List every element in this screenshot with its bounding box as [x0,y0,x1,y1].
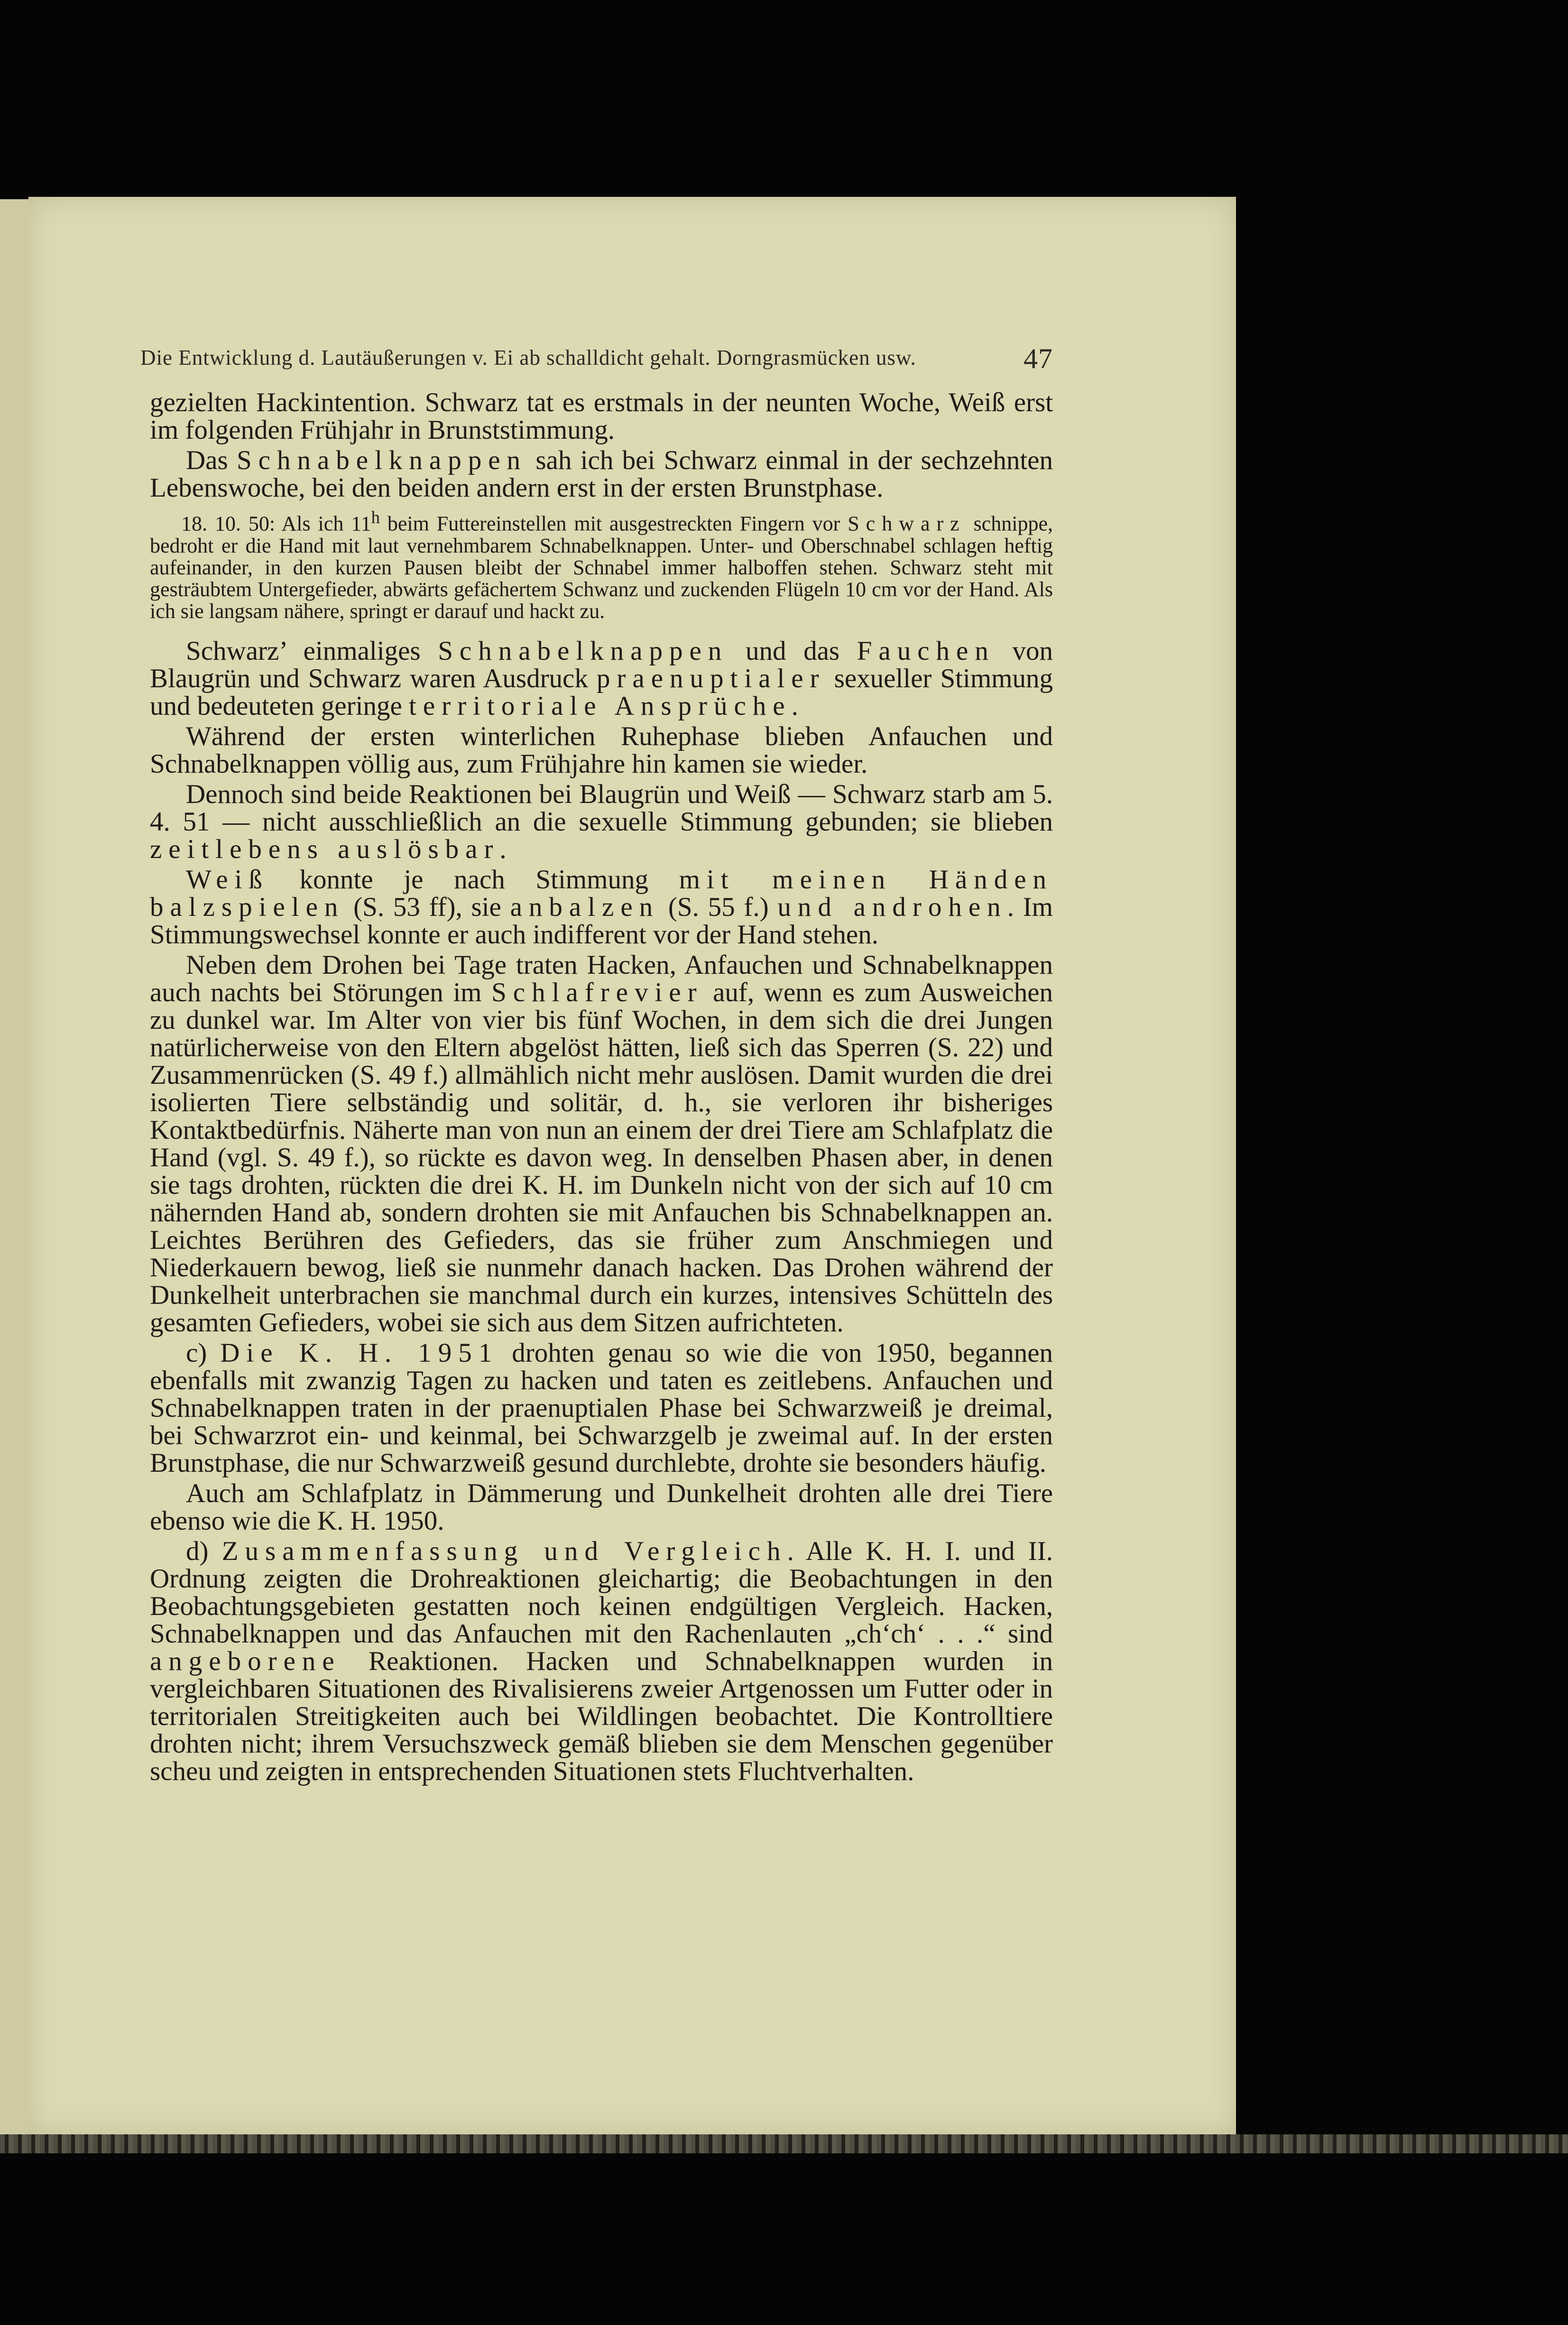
body-paragraph [150,866,1053,949]
spaced-emphasis-text: Die K. H. 1951 [220,1338,499,1368]
body-paragraph [150,781,1053,863]
spaced-emphasis-text: Schlafrevier [491,977,703,1007]
spaced-emphasis-text: Fauchen [857,636,995,666]
text-run: Während der ersten winterlichen Ruhephase blieben Anfauchen und Schnabelknappen völlig aus, zum Frühjahre hin kamen sie wieder. [150,721,1053,779]
text-run: gezielten Hackintention. Schwarz tat es erstmals in der neunten Woche, Weiß erst im folgenden Frühjahr in Brunststimmung. [150,388,1053,445]
spaced-emphasis-text: mit meinen Händen balzspielen [150,864,1053,922]
text-run: 18. 10. 50: Als ich 11 [181,512,371,535]
body-paragraph [150,1538,1053,1785]
spaced-emphasis-text: praenuptialer [596,663,826,693]
page-body [150,389,1053,1788]
spaced-emphasis-text: anbalzen [510,892,660,922]
text-run: drohten genau so wie die von 1950, begannen ebenfalls mit zwanzig Tagen zu hacken und taten es zeitlebens. Anfauchen und Schnabelknappen traten in der praenuptialen Phase bei Schwarzweiß je dreimal, bei Schwarzrot ein- und keinmal, bei Schwarzgelb je zweimal auf. In der ersten Brunstphase, die nur Schwarzweiß gesund durchlebte, drohte sie besonders häufig. [150,1338,1053,1478]
body-paragraph [150,389,1053,444]
text-run: konnte je nach Stimmung [268,864,679,895]
spaced-emphasis-text: Schnabelknappen [236,445,527,475]
spaced-emphasis-text: angeborene [150,1646,341,1676]
paragraph-group-top [150,389,1053,502]
page-number: 47 [1024,343,1053,374]
body-paragraph [150,637,1053,720]
running-title: Die Entwicklung d. Lautäußerungen v. Ei ab schalldicht gehalt. Dorngrasmücken usw. [140,346,916,369]
text-run: . Im Stimmungswechsel konnte er auch indifferent vor der Hand stehen. [150,892,1053,950]
spaced-emphasis-text: zeitlebens auslösbar [150,834,500,864]
left-page-edge [0,199,31,2134]
text-run: Das [186,445,237,475]
text-run: . Alle K. H. I. und II. Ordnung zeigten die Drohreaktionen gleichartig; die Beobachtungen in den Beobachtungsgebieten gestatten noch keinen endgültigen Vergleich. Hacken, Schnabelknappen und das Anfauchen mit den Rachenlauten „ch‘ch‘ . . .“ sind [150,1536,1053,1649]
text-run: auf, wenn es zum Ausweichen zu dunkel war. Im Alter von vier bis fünf Wochen, in dem sich die drei Jungen natürlicherweise von den Eltern abgelöst hätten, ließ sich das Sperren (S. 22) und Zusammenrücken (S. 49 f.) allmählich nicht mehr auslösen. Damit wurden die drei isolierten Tiere selbständig und solitär, d. h., sie verloren ihr bisheriges Kontaktbedürfnis. Näherte man von nun an einem der drei Tiere am Schlafplatz die Hand (vgl. S. 49 f.), so rückte es davon weg. In denselben Phasen aber, in denen sie tags drohten, rückten die drei K. H. im Dunkeln nicht von der sich auf 10 cm nähernden Hand ab, sondern drohten sie mit Anfauchen bis Schnabelknappen an. Leichtes Berühren des Gefieders, das sie früher zum Anschmiegen und Niederkauern bewog, ließ sie nunmehr danach hacken. Das Drohen während der Dunkelheit unterbrachen sie manchmal durch ein kurzes, intensives Schütteln des gesamten Gefieders, wobei sie sich aus dem Sitzen aufrichteten. [150,977,1053,1338]
footnote-observation [150,507,1053,622]
text-run: Reaktionen. Hacken und Schnabelknappen wurden in vergleichbaren Situationen des Rivalisierens zweier Artgenossen um Futter oder in territorialen Streitigkeiten auch bei Wildlingen beobachtet. Die Kontrolltiere drohten nicht; ihrem Versuchszweck gemäß blieben sie dem Menschen gegenüber scheu und zeigten in entsprechenden Situationen stets Fluchtverhalten. [150,1646,1053,1786]
body-paragraph [150,723,1053,778]
body-paragraph [150,447,1053,502]
text-run: sah ich bei Schwarz einmal in der sechzehnten Lebenswoche, bei den beiden andern erst in der ersten Brunstphase. [150,445,1053,503]
running-header [140,345,1053,385]
spaced-emphasis-text: territoriale Ansprüche [409,691,792,721]
spaced-emphasis-text: Schwarz [848,512,966,535]
body-paragraph [150,951,1053,1337]
text-run: schnippe, bedroht er die Hand mit laut vernehmbarem Schnabelknappen. Unter- und Oberschnabel schlagen heftig aufeinander, in den kurzen Pausen bleibt der Schnabel immer halboffen stehen. Schwarz steht mit gesträubtem Untergefieder, abwärts gefächertem Schwanz und zuckenden Flügeln 10 cm vor der Hand. Als ich sie langsam nähere, springt er darauf und hackt zu. [150,512,1053,623]
spaced-emphasis-text: Zusammenfassung und Vergleich [221,1536,787,1566]
text-run: Schwarz’ einmaliges [186,636,438,666]
body-paragraph [150,1339,1053,1477]
text-run: beim Futtereinstellen mit ausgestreckten Fingern vor [379,512,848,535]
spaced-emphasis-text: und androhen [777,892,1007,922]
spaced-emphasis-text: Weiß [186,864,269,895]
superscript-text: h [371,507,380,527]
text-run: sexueller Stimmung und bedeuteten geringe [150,663,1053,721]
text-run: d) [186,1536,222,1566]
body-paragraph [150,1480,1053,1535]
text-run: . [791,691,798,721]
text-run: Dennoch sind beide Reaktionen bei Blaugrün und Weiß — Schwarz starb am 5. 4. 51 — nicht ausschließlich an die sexuelle Stimmung gebunden; sie blieben [150,779,1053,837]
text-run: von Blaugrün und Schwarz waren Ausdruck [150,636,1053,693]
spaced-emphasis-text: Schnabelknappen [438,636,729,666]
text-run: . [499,834,507,864]
text-run: c) [186,1338,221,1368]
text-run: (S. 53 ff), sie [344,892,510,922]
text-run: Auch am Schlafplatz in Dämmerung und Dunkelheit drohten alle drei Tiere ebenso wie die K. H. 1950. [150,1478,1053,1536]
text-run: und das [728,636,857,666]
scan-bottom-edge [0,2134,1568,2153]
text-run: (S. 55 f.) [659,892,778,922]
text-run: Neben dem Drohen bei Tage traten Hacken, Anfauchen und Schnabelknappen auch nachts bei Störungen im [150,950,1053,1007]
paragraph-group-bottom [150,637,1053,1785]
